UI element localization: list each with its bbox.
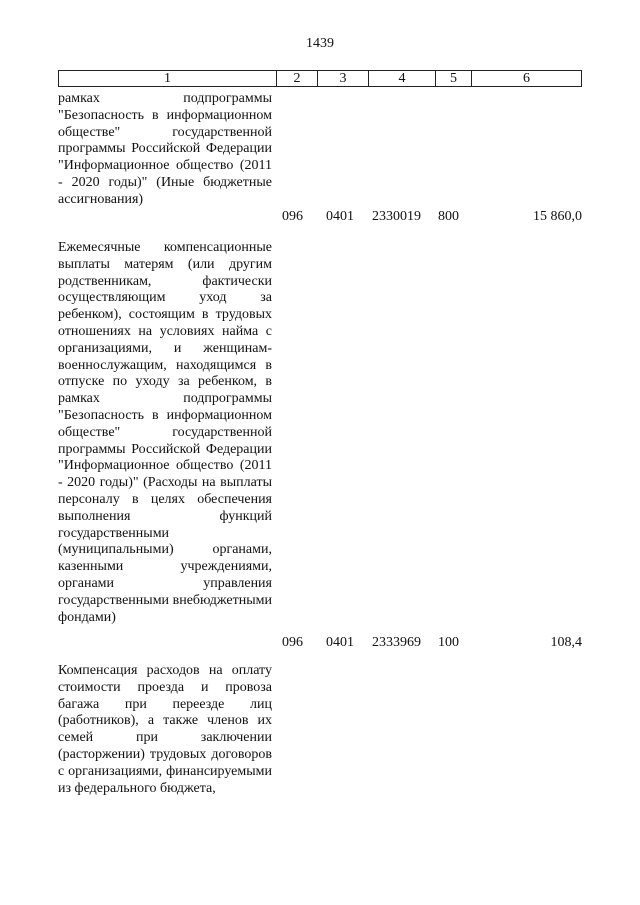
header-col-3: 3: [317, 71, 368, 86]
row-sum: 108,4: [550, 635, 582, 650]
row-grbs: 096: [282, 209, 303, 224]
row-expense-type: 100: [438, 635, 459, 650]
row-description: Ежемесячные компенсационные выплаты матерям (или другим родственникам, фактически осуществляющим уход за ребенком), состоящим в трудовых отношениях на условиях найма с организациями, и женщинам-военнослужащим, находящимся в отпуске по уходу за ребенком, в рамках подпрограммы "Безопасность в информационном обществе" государственной программы Российской Федерации "Информационное общество (2011 - 2020 годы)" (Расходы на выплаты персоналу в целях обеспечения выполнения функций государственными (муниципальными) органами, казенными учреждениями, органами управления государственными внебюджетными фондами): [58, 240, 272, 625]
header-col-4: 4: [368, 71, 435, 86]
header-col-2: 2: [276, 71, 317, 86]
row-description: рамках подпрограммы "Безопасность в информационном обществе" государственной программы Российской Федерации "Информационное общество (2011 - 2020 годы)" (Иные бюджетные ассигнования): [58, 91, 272, 207]
row-sum: 15 860,0: [533, 209, 582, 224]
row-target-article: 2333969: [372, 635, 421, 650]
row-expense-type: 800: [438, 209, 459, 224]
row-description: Компенсация расходов на оплату стоимости проезда и провоза багажа при переезде лиц (работников), а также членов их семей при заключении (расторжении) трудовых договоров с организациями, финансируемыми из федерального бюджета,: [58, 663, 272, 796]
header-col-6: 6: [471, 71, 581, 86]
row-target-article: 2330019: [372, 209, 421, 224]
row-grbs: 096: [282, 635, 303, 650]
page-number: 1439: [306, 36, 334, 51]
header-col-1: 1: [164, 71, 171, 86]
table-header: [58, 70, 582, 87]
header-col-5: 5: [435, 71, 471, 86]
row-section: 0401: [326, 635, 354, 650]
row-section: 0401: [326, 209, 354, 224]
